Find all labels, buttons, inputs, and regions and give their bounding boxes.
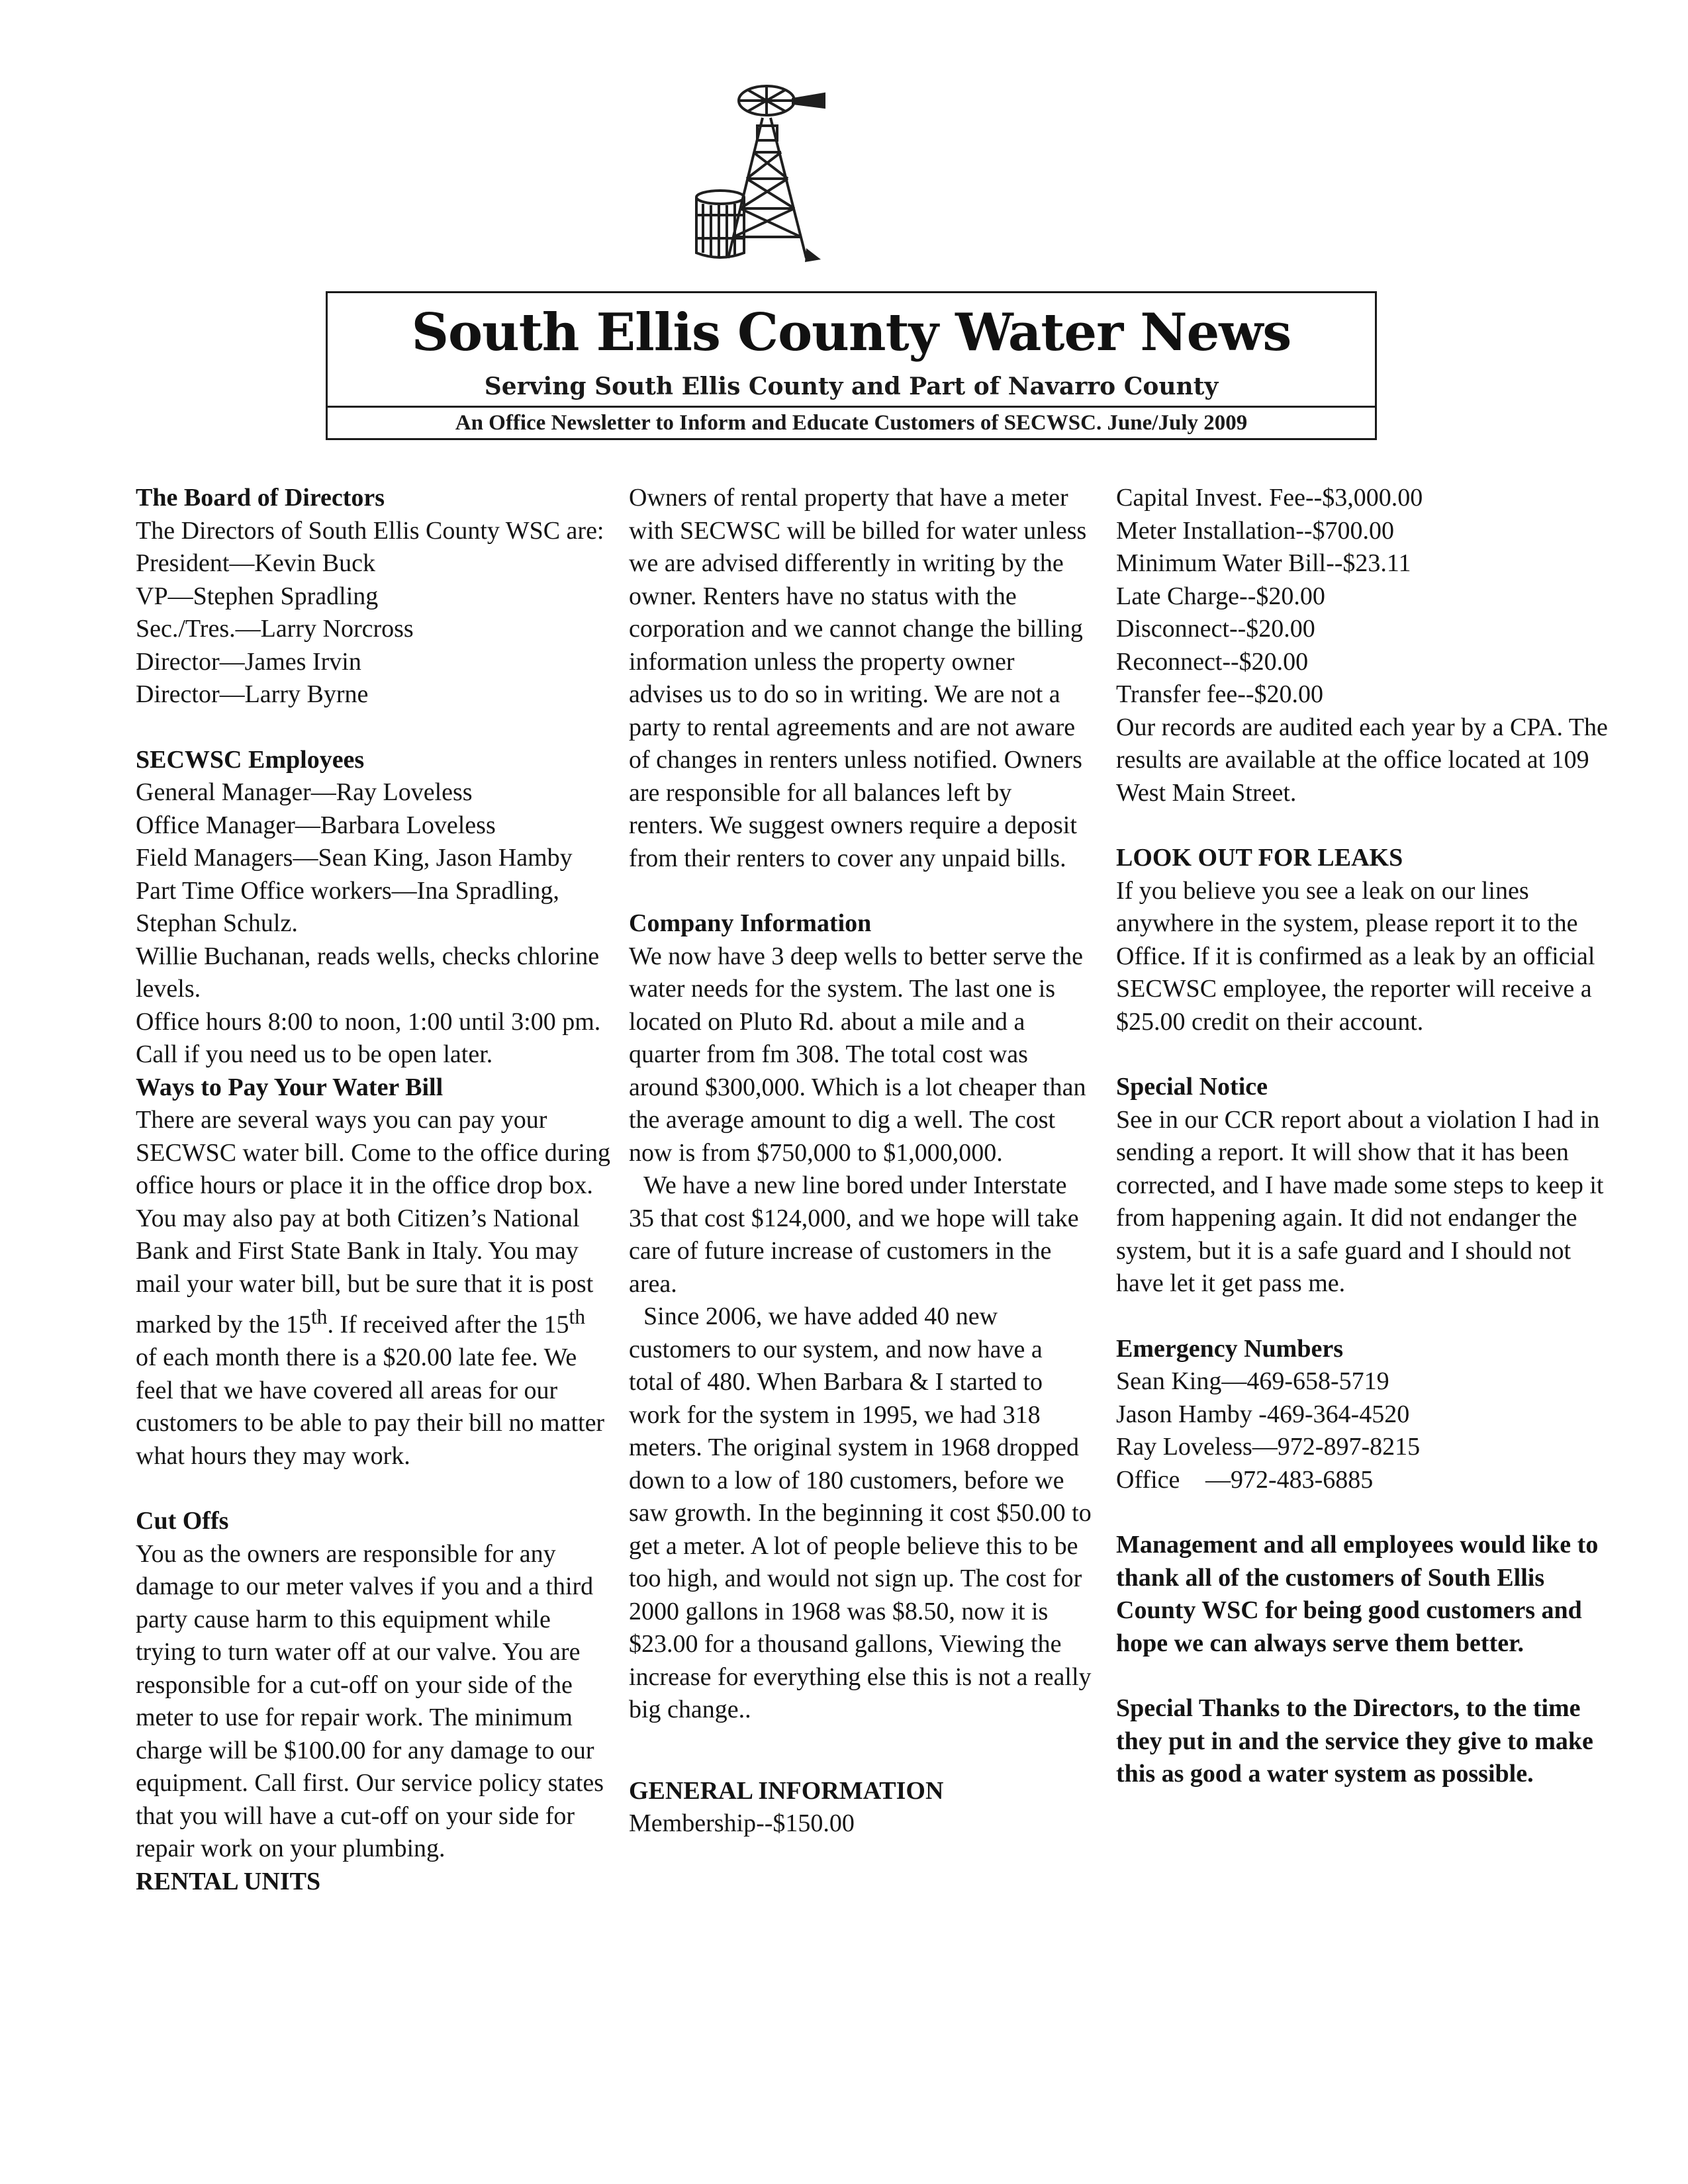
newsletter-subtitle: Serving South Ellis County and Part of Navarro County	[484, 373, 1219, 400]
thanks-customers: Management and all employees would like to thank all of the customers of South Ellis County WSC for being good customers and hope we can always serve them better.	[1116, 1531, 1599, 1657]
board-member: Director—Larry Byrne	[136, 680, 369, 708]
thanks-directors: Special Thanks to the Directors, to the time they put in and the service they give to make this as good a water system as possible.	[1116, 1694, 1593, 1788]
newsletter-title: South Ellis County Water News	[411, 302, 1291, 363]
employee-line: General Manager—Ray Loveless	[136, 778, 473, 806]
ways-to-pay-body: There are several ways you can pay your SECWSC water bill. Come to the office during office hours or place it in the office drop box. You may also pay at both Citizen’s National Bank and First State Bank in Italy. You may mail your water bill, but be sure that it is post marked by the 15th. If received after the 15th of each month there is a $20.00 late fee. We feel that we have covered all areas for our customers to be able to pay their bill no matter what hours they may work.	[136, 1106, 610, 1470]
board-heading: The Board of Directors	[136, 484, 385, 512]
leaks-heading: LOOK OUT FOR LEAKS	[1116, 844, 1403, 872]
board-member: Director—James Irvin	[136, 647, 361, 676]
employee-line: Office Manager—Barbara Loveless	[136, 811, 496, 839]
column-right	[1116, 482, 1619, 1791]
company-info-paragraph: We now have 3 deep wells to better serve the water needs for the system. The last one is located on Pluto Rd. about a mile and a quarter from fm 308. The total cost was around $300,000. Which is a lot cheaper than the average amount to dig a well. The cost now is from $750,000 to $1,000,000.	[629, 942, 1086, 1167]
emergency-number: Jason Hamby -469-364-4520	[1116, 1400, 1410, 1428]
company-info-paragraph: Since 2006, we have added 40 new customers to our system, and now have a total of 480. When Barbara & I started to work for the system in 1995, we had 318 meters. The original system in 1968 dropped down to a low of 180 customers, before we saw growth. In the beginning it cost $50.00 to get a meter. A lot of people believe this to be too high, and would not sign up. The cost for 2000 gallons in 1968 was $8.50, now it is $23.00 for a thousand gallons, Viewing the increase for everything else this is not a really big change..	[629, 1302, 1092, 1723]
board-member: President—Kevin Buck	[136, 549, 376, 577]
ways-to-pay-heading: Ways to Pay Your Water Bill	[136, 1073, 444, 1101]
board-member: VP—Stephen Spradling	[136, 582, 379, 610]
fee-item: Capital Invest. Fee--$3,000.00	[1116, 484, 1423, 512]
cut-offs-heading: Cut Offs	[136, 1507, 229, 1535]
company-info-paragraph: We have a new line bored under Interstate 35 that cost $124,000, and we hope will take care of future increase of customers in the area.	[629, 1171, 1079, 1298]
general-info-heading: GENERAL INFORMATION	[629, 1776, 944, 1805]
masthead	[326, 291, 1377, 440]
audit-note: Our records are audited each year by a CPA. The results are available at the office located at 109 West Main Street.	[1116, 713, 1608, 807]
column-left	[136, 482, 612, 1898]
employee-line: Field Managers—Sean King, Jason Hamby	[136, 844, 573, 872]
emergency-number-office: Office —972-483-6885	[1116, 1465, 1374, 1494]
employee-line: Willie Buchanan, reads wells, checks chlorine levels.	[136, 942, 600, 1003]
newsletter-tagline: An Office Newsletter to Inform and Educate Customers of SECWSC. June/July 2009	[455, 411, 1248, 435]
board-member: Sec./Tres.—Larry Norcross	[136, 615, 414, 643]
rental-units-heading: RENTAL UNITS	[136, 1867, 321, 1895]
fee-item: Minimum Water Bill--$23.11	[1116, 549, 1411, 577]
special-notice-body: See in our CCR report about a violation I had in sending a report. It will show that it has been corrected, and I have made some steps to keep it from happening again. It did not endanger the system, but it is a safe guard and I should not have let it get pass me.	[1116, 1105, 1604, 1297]
masthead-divider	[328, 406, 1375, 408]
column-middle	[629, 482, 1092, 1841]
cut-offs-body: You as the owners are responsible for any damage to our meter valves if you and a third party cause harm to this equipment while trying to turn water off at our valve. You are responsible for a cut-off on your side of the meter to use for repair work. The minimum charge will be $100.00 for any damage to our equipment. Call first. Our service policy states that you will have a cut-off on your side for repair work on your plumbing.	[136, 1539, 604, 1863]
fee-item: Transfer fee--$20.00	[1116, 680, 1324, 708]
fee-item: Late Charge--$20.00	[1116, 582, 1325, 610]
office-hours: Office hours 8:00 to noon, 1:00 until 3:00 pm. Call if you need us to be open later.	[136, 1007, 601, 1068]
emergency-number: Ray Loveless—972-897-8215	[1116, 1433, 1421, 1461]
windmill-logo	[688, 79, 847, 271]
leaks-body: If you believe you see a leak on our lines anywhere in the system, please report it to the Office. If it is confirmed as a leak by an official SECWSC employee, the reporter will receive a $25.00 credit on their account.	[1116, 876, 1595, 1036]
fee-item: Reconnect--$20.00	[1116, 647, 1309, 676]
employees-heading: SECWSC Employees	[136, 745, 365, 774]
special-notice-heading: Special Notice	[1116, 1073, 1268, 1101]
company-info-heading: Company Information	[629, 909, 872, 937]
fee-item: Disconnect--$20.00	[1116, 615, 1315, 643]
employee-line: Part Time Office workers—Ina Spradling, Stephan Schulz.	[136, 876, 559, 937]
rental-units-body: Owners of rental property that have a meter with SECWSC will be billed for water unless we are advised differently in writing by the owner. Renters have no status with the corporation and we cannot change the billing information unless the property owner advises us to do so in writing. We are not a party to rental agreements and are not aware of changes in renters unless notified. Owners are responsible for all balances left by renters. We suggest owners require a deposit from their renters to cover any unpaid bills.	[629, 484, 1087, 872]
fee-item: Meter Installation--$700.00	[1116, 516, 1395, 545]
board-intro: The Directors of South Ellis County WSC are:	[136, 516, 604, 545]
emergency-number: Sean King—469-658-5719	[1116, 1367, 1389, 1395]
emergency-heading: Emergency Numbers	[1116, 1334, 1343, 1363]
fee-item: Membership--$150.00	[629, 1809, 855, 1837]
